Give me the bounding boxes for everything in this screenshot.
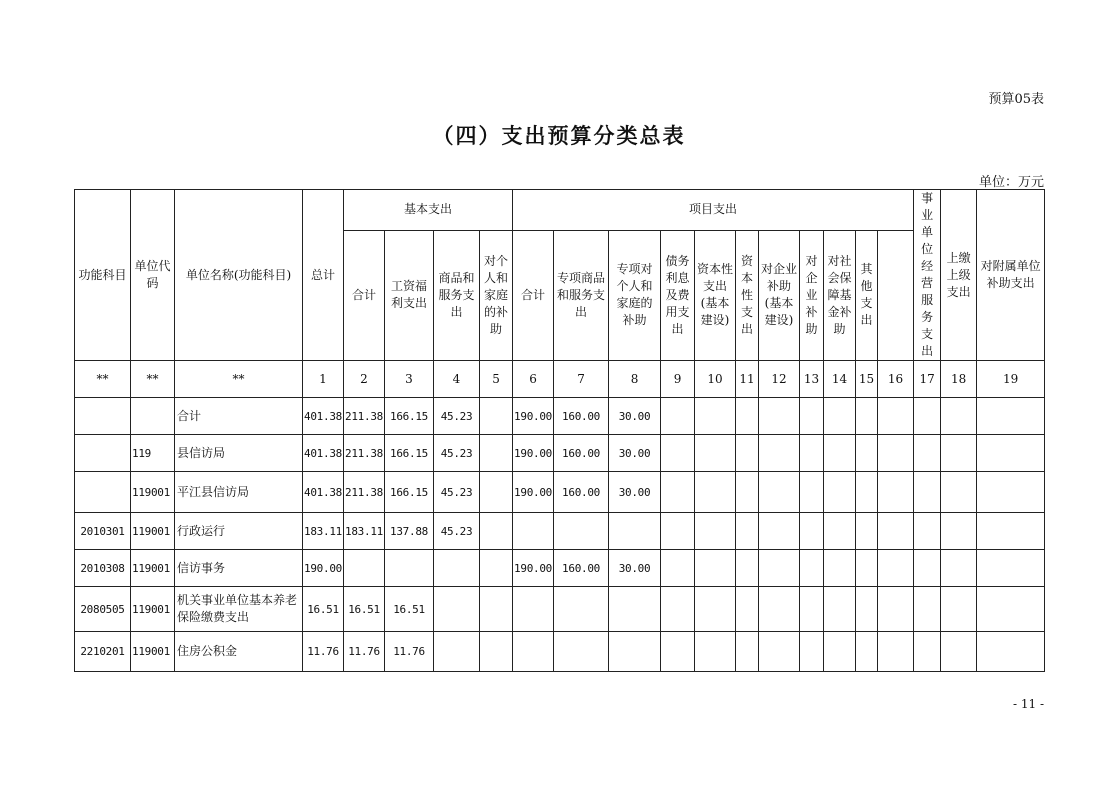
empty-cell <box>914 435 941 472</box>
index-row <box>75 361 1045 398</box>
empty-cell <box>878 550 914 587</box>
header-unit-name: 单位名称(功能科目) <box>175 190 303 361</box>
empty-cell <box>661 550 695 587</box>
empty-cell <box>800 472 824 513</box>
empty-cell <box>941 587 977 632</box>
func-subject-cell: 2010308 <box>75 550 131 587</box>
empty-cell <box>824 435 856 472</box>
func-subject-cell <box>75 472 131 513</box>
individual-family-cell <box>480 435 513 472</box>
special-family-cell <box>609 632 661 672</box>
expenditure-budget-table <box>74 189 1045 672</box>
empty-cell <box>736 472 759 513</box>
project-total-cell <box>513 513 554 550</box>
basic-total-cell: 211.38 <box>344 472 385 513</box>
empty-cell <box>856 398 878 435</box>
empty-cell <box>977 472 1045 513</box>
func-subject-cell: 2210201 <box>75 632 131 672</box>
header-project-group: 项目支出 <box>513 190 914 231</box>
page-number: - 11 - <box>1012 697 1044 711</box>
special-family-cell: 30.00 <box>609 398 661 435</box>
unit-code-cell: 119 <box>131 435 175 472</box>
salary-welfare-cell: 11.76 <box>385 632 434 672</box>
individual-family-cell <box>480 472 513 513</box>
func-subject-cell: 2080505 <box>75 587 131 632</box>
salary-welfare-cell: 166.15 <box>385 398 434 435</box>
basic-total-cell: 11.76 <box>344 632 385 672</box>
table-row <box>75 550 1045 587</box>
header-project-total: 合计 <box>513 230 554 360</box>
index-cell: 3 <box>385 361 434 398</box>
table-row <box>75 587 1045 632</box>
empty-cell <box>856 472 878 513</box>
empty-cell <box>856 632 878 672</box>
empty-cell <box>878 435 914 472</box>
total-cell: 401.38 <box>303 398 344 435</box>
empty-cell <box>800 632 824 672</box>
empty-cell <box>759 587 800 632</box>
empty-cell <box>914 632 941 672</box>
empty-cell <box>941 435 977 472</box>
func-subject-cell: 2010301 <box>75 513 131 550</box>
empty-cell <box>977 587 1045 632</box>
index-cell: 11 <box>736 361 759 398</box>
header-basic-group: 基本支出 <box>344 190 513 231</box>
unit-name-cell: 住房公积金 <box>175 632 303 672</box>
empty-cell <box>914 587 941 632</box>
special-goods-cell <box>554 513 609 550</box>
empty-cell <box>824 632 856 672</box>
individual-family-cell <box>480 550 513 587</box>
empty-cell <box>759 472 800 513</box>
empty-cell <box>824 398 856 435</box>
basic-total-cell <box>344 550 385 587</box>
empty-cell <box>736 550 759 587</box>
basic-total-cell: 183.11 <box>344 513 385 550</box>
index-cell: 14 <box>824 361 856 398</box>
header-business-ops: 事业单位经营服务支出 <box>914 190 941 361</box>
index-cell: ** <box>131 361 175 398</box>
index-cell: 1 <box>303 361 344 398</box>
empty-cell <box>941 550 977 587</box>
special-goods-cell: 160.00 <box>554 550 609 587</box>
special-goods-cell: 160.00 <box>554 398 609 435</box>
empty-cell <box>759 550 800 587</box>
index-cell: 13 <box>800 361 824 398</box>
header-basic-total: 合计 <box>344 230 385 360</box>
empty-cell <box>736 513 759 550</box>
special-goods-cell: 160.00 <box>554 435 609 472</box>
empty-cell <box>695 472 736 513</box>
func-subject-cell <box>75 435 131 472</box>
empty-cell <box>914 398 941 435</box>
empty-cell <box>941 632 977 672</box>
header-debt-interest: 债务利息及费用支出 <box>661 230 695 360</box>
table-row <box>75 513 1045 550</box>
project-total-cell: 190.00 <box>513 435 554 472</box>
empty-cell <box>695 398 736 435</box>
salary-welfare-cell: 137.88 <box>385 513 434 550</box>
header-total: 总计 <box>303 190 344 361</box>
basic-total-cell: 16.51 <box>344 587 385 632</box>
empty-cell <box>661 435 695 472</box>
table-row <box>75 472 1045 513</box>
table-row <box>75 398 1045 435</box>
empty-cell <box>878 472 914 513</box>
index-cell: 12 <box>759 361 800 398</box>
empty-cell <box>695 632 736 672</box>
empty-cell <box>736 398 759 435</box>
empty-cell <box>759 632 800 672</box>
unit-code-cell: 119001 <box>131 513 175 550</box>
total-cell: 183.11 <box>303 513 344 550</box>
individual-family-cell <box>480 632 513 672</box>
empty-cell <box>736 587 759 632</box>
func-subject-cell <box>75 398 131 435</box>
empty-cell <box>800 513 824 550</box>
unit-name-cell: 机关事业单位基本养老保险缴费支出 <box>175 587 303 632</box>
goods-services-cell: 45.23 <box>434 398 480 435</box>
empty-cell <box>977 550 1045 587</box>
form-number: 预算05表 <box>988 92 1044 107</box>
goods-services-cell <box>434 550 480 587</box>
empty-cell <box>878 587 914 632</box>
index-cell: ** <box>175 361 303 398</box>
header-special-goods-services: 专项商品和服务支出 <box>554 230 609 360</box>
header-special-individual-family: 专项对个人和家庭的补助 <box>609 230 661 360</box>
empty-cell <box>914 513 941 550</box>
empty-cell <box>736 435 759 472</box>
empty-cell <box>824 587 856 632</box>
empty-cell <box>800 398 824 435</box>
goods-services-cell: 45.23 <box>434 435 480 472</box>
basic-total-cell: 211.38 <box>344 398 385 435</box>
salary-welfare-cell: 166.15 <box>385 435 434 472</box>
empty-cell <box>941 513 977 550</box>
unit-code-cell: 119001 <box>131 587 175 632</box>
header-capital-infra: 资本性支出(基本建设) <box>695 230 736 360</box>
table-row <box>75 632 1045 672</box>
project-total-cell: 190.00 <box>513 472 554 513</box>
empty-cell <box>661 398 695 435</box>
special-goods-cell <box>554 587 609 632</box>
special-family-cell: 30.00 <box>609 472 661 513</box>
index-cell: 15 <box>856 361 878 398</box>
special-family-cell <box>609 587 661 632</box>
special-goods-cell <box>554 632 609 672</box>
unit-name-cell: 县信访局 <box>175 435 303 472</box>
individual-family-cell <box>480 587 513 632</box>
empty-cell <box>977 398 1045 435</box>
empty-cell <box>661 587 695 632</box>
empty-cell <box>941 398 977 435</box>
goods-services-cell: 45.23 <box>434 472 480 513</box>
index-cell: 9 <box>661 361 695 398</box>
project-total-cell: 190.00 <box>513 550 554 587</box>
header-social-security: 对社会保障基金补助 <box>824 230 856 360</box>
special-goods-cell: 160.00 <box>554 472 609 513</box>
empty-cell <box>759 513 800 550</box>
goods-services-cell <box>434 632 480 672</box>
empty-cell <box>759 435 800 472</box>
empty-cell <box>759 398 800 435</box>
empty-cell <box>856 513 878 550</box>
index-cell: 7 <box>554 361 609 398</box>
index-cell: 10 <box>695 361 736 398</box>
index-cell: 5 <box>480 361 513 398</box>
individual-family-cell <box>480 398 513 435</box>
special-family-cell: 30.00 <box>609 435 661 472</box>
table-row <box>75 435 1045 472</box>
individual-family-cell <box>480 513 513 550</box>
header-enterprise-infra: 对企业补助(基本建设) <box>759 230 800 360</box>
empty-cell <box>824 472 856 513</box>
empty-cell <box>856 435 878 472</box>
total-cell: 190.00 <box>303 550 344 587</box>
empty-cell <box>878 632 914 672</box>
empty-cell <box>800 587 824 632</box>
unit-label: 单位：万元 <box>978 175 1044 190</box>
total-cell: 401.38 <box>303 435 344 472</box>
special-family-cell: 30.00 <box>609 550 661 587</box>
header-goods-services: 商品和服务支出 <box>434 230 480 360</box>
index-cell: 8 <box>609 361 661 398</box>
unit-code-cell: 119001 <box>131 632 175 672</box>
index-cell: 2 <box>344 361 385 398</box>
header-affiliated-subsidy: 对附属单位补助支出 <box>977 190 1045 361</box>
empty-cell <box>800 550 824 587</box>
salary-welfare-cell <box>385 550 434 587</box>
empty-cell <box>695 550 736 587</box>
total-cell: 16.51 <box>303 587 344 632</box>
unit-code-cell: 119001 <box>131 472 175 513</box>
header-salary-welfare: 工资福利支出 <box>385 230 434 360</box>
empty-cell <box>977 632 1045 672</box>
project-total-cell: 190.00 <box>513 398 554 435</box>
unit-name-cell: 行政运行 <box>175 513 303 550</box>
empty-cell <box>661 632 695 672</box>
empty-cell <box>695 513 736 550</box>
empty-cell <box>800 435 824 472</box>
unit-name-cell: 平江县信访局 <box>175 472 303 513</box>
header-capital: 资本性支出 <box>736 230 759 360</box>
index-cell: 4 <box>434 361 480 398</box>
page-title: （四）支出预算分类总表 <box>432 123 686 148</box>
empty-cell <box>695 435 736 472</box>
empty-cell <box>914 472 941 513</box>
index-cell: 18 <box>941 361 977 398</box>
header-individual-family: 对个人和家庭的补助 <box>480 230 513 360</box>
empty-cell <box>941 472 977 513</box>
index-cell: 6 <box>513 361 554 398</box>
empty-cell <box>856 587 878 632</box>
empty-cell <box>914 550 941 587</box>
header-func-subject: 功能科目 <box>75 190 131 361</box>
empty-cell <box>824 550 856 587</box>
goods-services-cell <box>434 587 480 632</box>
index-cell: ** <box>75 361 131 398</box>
empty-cell <box>661 513 695 550</box>
empty-cell <box>977 513 1045 550</box>
project-total-cell <box>513 632 554 672</box>
unit-code-cell: 119001 <box>131 550 175 587</box>
special-family-cell <box>609 513 661 550</box>
index-cell: 19 <box>977 361 1045 398</box>
salary-welfare-cell: 166.15 <box>385 472 434 513</box>
empty-cell <box>824 513 856 550</box>
total-cell: 401.38 <box>303 472 344 513</box>
empty-cell <box>856 550 878 587</box>
basic-total-cell: 211.38 <box>344 435 385 472</box>
empty-cell <box>661 472 695 513</box>
empty-cell <box>878 398 914 435</box>
goods-services-cell: 45.23 <box>434 513 480 550</box>
header-other: 其他支出 <box>856 230 878 360</box>
header-enterprise: 对企业补助 <box>800 230 824 360</box>
empty-cell <box>736 632 759 672</box>
index-cell: 17 <box>914 361 941 398</box>
unit-code-cell <box>131 398 175 435</box>
unit-name-cell: 信访事务 <box>175 550 303 587</box>
empty-cell <box>977 435 1045 472</box>
empty-cell <box>695 587 736 632</box>
project-total-cell <box>513 587 554 632</box>
empty-cell <box>878 513 914 550</box>
salary-welfare-cell: 16.51 <box>385 587 434 632</box>
total-cell: 11.76 <box>303 632 344 672</box>
unit-name-cell: 合计 <box>175 398 303 435</box>
header-unit-code: 单位代码 <box>131 190 175 361</box>
header-remit-upper: 上缴上级支出 <box>941 190 977 361</box>
index-cell: 16 <box>878 361 914 398</box>
